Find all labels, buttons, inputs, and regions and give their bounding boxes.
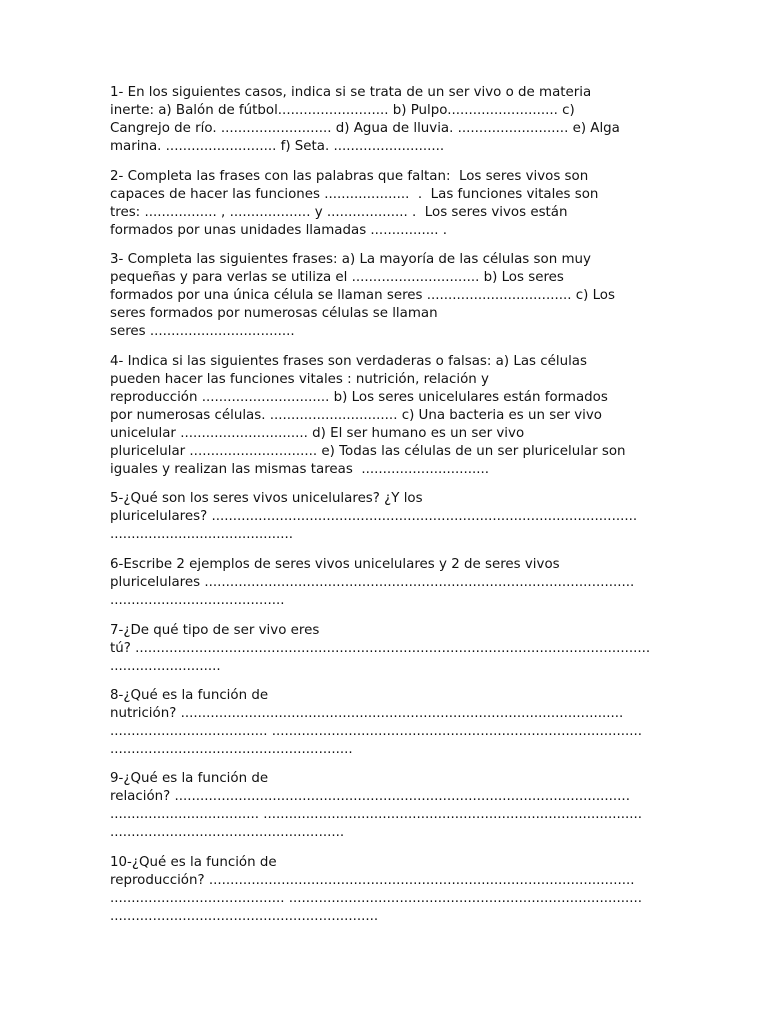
question-2-line-1: 2- Completa las frases con las palabras que faltan: Los seres vivos son [110,169,589,184]
question-6 [110,556,662,610]
question-10-answer-line-3: ............................................................... [110,909,379,924]
question-7 [110,622,662,676]
question-4-line-7: iguales y realizan las mismas tareas .............................. [110,462,490,477]
question-8-line-1: 8-¿Qué es la función de [110,688,269,703]
question-2-line-2: capaces de hacer las funciones .................... . Las funciones vitales son [110,187,599,202]
question-3-line-1: 3- Completa las siguientes frases: a) La mayoría de las células son muy [110,252,591,267]
question-4-line-4: por numerosas células. .............................. c) Una bacteria es un ser vivo [110,408,602,423]
question-9-answer-line-1: relación? ........................................................................................................... [110,789,630,804]
question-8-answer-line-3: ......................................................... [110,742,353,757]
question-4-line-1: 4- Indica si las siguientes frases son verdaderas o falsas: a) Las células [110,354,587,369]
question-5-answer-line-2: ........................................... [110,527,294,542]
question-3-line-3: formados por una única célula se llaman seres .................................. c) Los [110,288,615,303]
question-7-line-1: 7-¿De qué tipo de ser vivo eres [110,623,320,638]
question-8 [110,687,662,759]
question-9-line-1: 9-¿Qué es la función de [110,771,269,786]
question-10-line-1: 10-¿Qué es la función de [110,855,277,870]
question-7-answer-line-2: .......................... [110,659,221,674]
question-9-answer-line-2: ................................... ......................................................................................... [110,807,643,822]
question-4-line-5: unicelular .............................. d) El ser humano es un ser vivo [110,426,525,441]
question-10 [110,854,662,926]
question-10-answer-line-1: reproducción? .................................................................................................... [110,873,635,888]
question-8-answer-line-1: nutrición? ........................................................................................................ [110,706,624,721]
question-6-answer-line-2: ......................................... [110,593,285,608]
question-7-answer-line-1: tú? ......................................................................................................................... [110,641,651,656]
question-2 [110,168,662,240]
question-4-line-3: reproducción .............................. b) Los seres unicelulares están formados [110,390,608,405]
question-4 [110,353,662,479]
question-1-line-1: 1- En los siguientes casos, indica si se trata de un ser vivo o de materia [110,85,592,100]
question-10-answer-line-2: ......................................... ................................................................................... [110,891,643,906]
question-1 [110,84,662,156]
question-9 [110,770,662,842]
question-2-line-3: tres: ................. , ................... y ................... . Los seres vivos están [110,205,568,220]
question-4-line-6: pluricelular .............................. e) Todas las células de un ser pluricelular son [110,444,626,459]
question-3-line-2: pequeñas y para verlas se utiliza el .............................. b) Los seres [110,270,564,285]
question-4-line-2: pueden hacer las funciones vitales : nutrición, relación y [110,372,489,387]
question-5-line-1: 5-¿Qué son los seres vivos unicelulares? ¿Y los [110,491,423,506]
question-5-answer-line-1: pluricelulares? .................................................................................................... [110,509,638,524]
question-3-line-4: seres formados por numerosas células se llaman [110,306,438,321]
question-9-answer-line-3: ....................................................... [110,825,345,840]
question-5 [110,490,662,544]
question-3-line-5: seres .................................. [110,324,295,339]
question-1-line-3: Cangrejo de río. .......................... d) Agua de lluvia. .......................... e) Alga [110,121,620,136]
question-6-line-1: 6-Escribe 2 ejemplos de seres vivos unicelulares y 2 de seres vivos [110,557,560,572]
question-6-answer-line-1: pluricelulares ..................................................................................................... [110,575,635,590]
question-8-answer-line-2: ..................................... ....................................................................................... [110,724,643,739]
question-1-line-4: marina. .......................... f) Seta. .......................... [110,139,445,154]
question-3 [110,251,662,341]
question-2-line-4: formados por unas unidades llamadas ................ . [110,223,448,238]
question-1-line-2: inerte: a) Balón de fútbol.......................... b) Pulpo.......................... c) [110,103,575,118]
